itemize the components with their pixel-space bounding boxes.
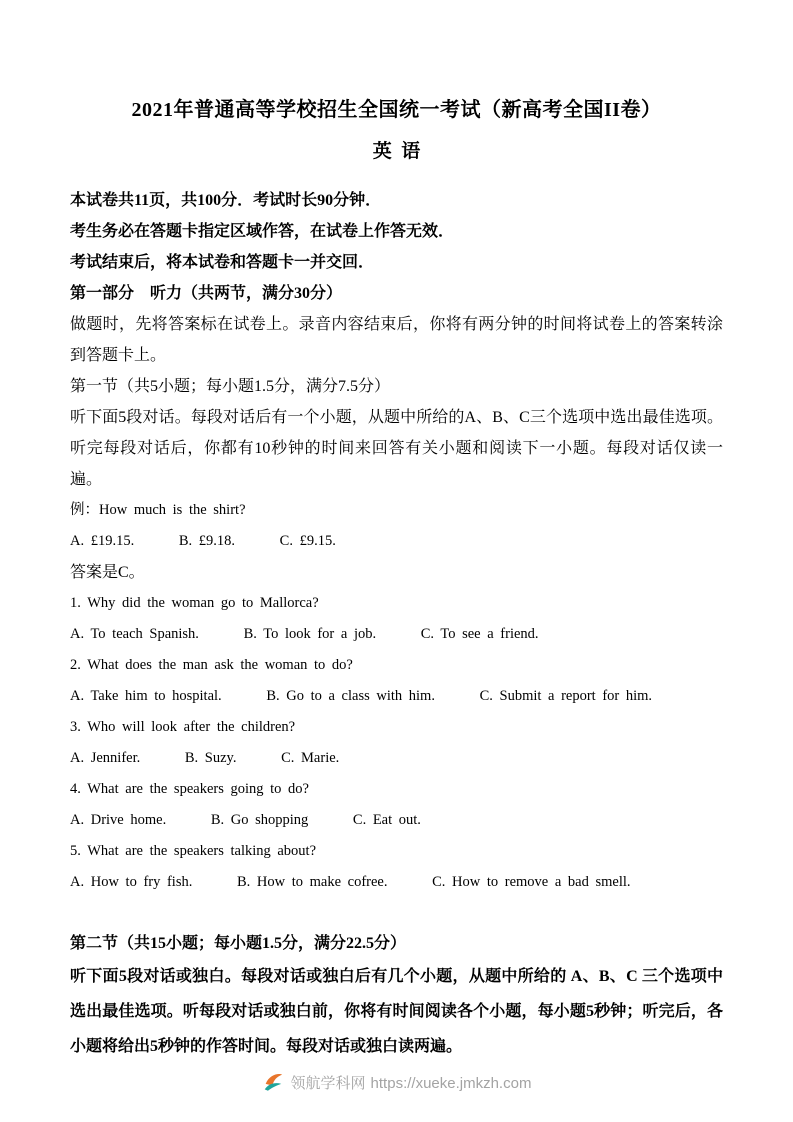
question-5-option-c: C. How to remove a bad smell. [432, 874, 631, 890]
footer-site-name: 领航学科网 [290, 1075, 366, 1092]
footer-url: https://xueke.jmkzh.com [370, 1075, 532, 1092]
question-4-option-c: C. Eat out. [352, 812, 421, 828]
question-3-text: 3. Who will look after the children? [70, 719, 296, 735]
example-answer: 答案是C。 [70, 564, 145, 581]
question-5-options [70, 867, 723, 898]
question-1-options [70, 619, 723, 650]
example-option-b: B. £9.18. [178, 533, 236, 549]
page-footer [0, 1071, 793, 1096]
question-1-option-c: C. To see a friend. [420, 626, 539, 642]
question-3-option-a: A. Jennifer. [70, 750, 141, 766]
question-4-options [70, 805, 723, 836]
section2-heading: 第二节（共15小题；每小题1.5分，满分22.5分） [70, 935, 407, 952]
question-1-text: 1. Why did the woman go to Mallorca? [70, 595, 319, 611]
part1-note: 做题时，先将答案标在试卷上。录音内容结束后，你将有两分钟的时间将试卷上的答案转涂到答题卡上。 [70, 316, 723, 364]
question-2-option-c: C. Submit a report for him. [479, 688, 653, 704]
exam-title: 2021年普通高等学校招生全国统一考试（新高考全国II卷） [131, 99, 662, 121]
question-1-option-b: B. To look for a job. [243, 626, 377, 642]
example-options [70, 526, 723, 557]
question-3-option-c: C. Marie. [281, 750, 340, 766]
question-4-option-a: A. Drive home. [70, 812, 167, 828]
section1-heading: 第一节（共5小题；每小题1.5分，满分7.5分） [70, 378, 391, 395]
example-question: 例：How much is the shirt? [70, 502, 246, 518]
question-4-text: 4. What are the speakers going to do? [70, 781, 309, 797]
notice-answer-area: 考生务必在答题卡指定区域作答，在试卷上作答无效． [70, 223, 455, 240]
section1-note: 听下面5段对话。每段对话后有一个小题，从题中所给的A、B、C三个选项中选出最佳选项。听完每段对话后，你都有10秒钟的时间来回答有关小题和阅读下一小题。每段对话仅读一遍。 [70, 409, 723, 488]
example-option-a: A. £19.15. [70, 533, 135, 549]
example-option-c: C. £9.15. [279, 533, 336, 549]
exam-subject: 英 语 [372, 141, 421, 162]
question-1-option-a: A. To teach Spanish. [70, 626, 199, 642]
question-2-option-b: B. Go to a class with him. [266, 688, 435, 704]
question-5-option-a: A. How to fry fish. [70, 874, 193, 890]
question-3-option-b: B. Suzy. [184, 750, 237, 766]
site-logo-icon [262, 1071, 284, 1093]
question-5-text: 5. What are the speakers talking about? [70, 843, 317, 859]
section2-note: 听下面5段对话或独白。每段对话或独白后有几个小题，从题中所给的 A、B、C 三个选项中选出最佳选项。听每段对话或独白前，你将有时间阅读各个小题，每小题5秒钟；听完后，各小题将给出5秒钟的作答时间。每段对话或独白读两遍。 [70, 968, 723, 1055]
question-4-option-b: B. Go shopping [210, 812, 309, 828]
question-3-options [70, 743, 723, 774]
question-2-option-a: A. Take him to hospital. [70, 688, 222, 704]
part1-heading: 第一部分 听力（共两节，满分30分） [70, 285, 343, 302]
notice-pages-score: 本试卷共11页，共100分．考试时长90分钟． [70, 192, 382, 209]
question-5-option-b: B. How to make cofree. [236, 874, 388, 890]
question-2-options [70, 681, 723, 712]
notice-return-paper: 考试结束后，将本试卷和答题卡一并交回． [70, 254, 375, 271]
question-2-text: 2. What does the man ask the woman to do? [70, 657, 353, 673]
